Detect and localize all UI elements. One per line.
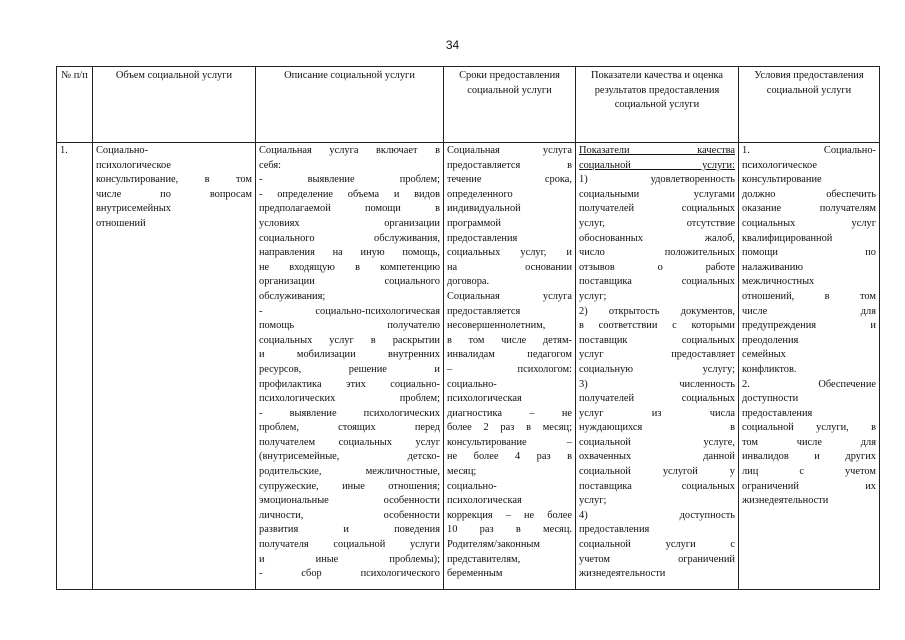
cell-line: получателей социальных — [579, 393, 735, 405]
cell-line: – психологом: — [447, 363, 572, 375]
cell-line: обоснованных жалоб, — [579, 232, 735, 244]
cell-line: получателя социальной услуги — [259, 539, 440, 551]
cell-line: консультирование — [742, 174, 822, 186]
cell-line: - выявление проблем; — [259, 174, 440, 186]
cell-line: квалифицированной — [742, 232, 833, 244]
cell-line: представителям, — [447, 553, 521, 565]
cell-line: - социально-психологическая — [259, 305, 440, 317]
table-row — [57, 143, 880, 590]
cell-line: консультирование, в том — [96, 174, 252, 186]
cell-line: определенного — [447, 188, 513, 200]
cell-line: коррекция – не более — [447, 509, 572, 521]
cell-line: беременным — [447, 568, 503, 580]
cell-line: услуг из числа — [579, 407, 735, 419]
cell-line: родительские, межличностные, — [259, 466, 440, 478]
cell-line: социального обслуживания, — [259, 232, 440, 244]
cell-line: - определение объема и видов — [259, 188, 440, 200]
cell-line: отношений, в том — [742, 290, 876, 302]
header-description: Описание социальной услуги — [256, 67, 444, 143]
cell-line: в соответствии с которыми — [579, 320, 735, 332]
cell-line: супружеские, иные отношения; — [259, 480, 440, 492]
cell-line: ограничений их — [742, 480, 876, 492]
cell-line: социально- — [447, 480, 497, 492]
cell-line: психологических проблем; — [259, 393, 440, 405]
cell-line: на основании — [447, 261, 572, 273]
cell-line: внутрисемейных — [96, 203, 171, 215]
cell-line: психологическое — [742, 159, 817, 171]
cell-line: социальной услуги с — [579, 539, 735, 551]
cell-line: отношений — [96, 217, 146, 229]
cell-line: не более 4 раз в — [447, 451, 572, 463]
cell-line: должно обеспечить — [742, 188, 876, 200]
cell-line: и иные проблемы); — [259, 553, 440, 565]
cell-line: доступности — [742, 393, 799, 405]
cell-line: инвалидам педагогом — [447, 349, 572, 361]
cell-line: индивидуальной — [447, 203, 521, 215]
cell-line: инвалидов и других — [742, 451, 876, 463]
cell-line: услуг; — [579, 495, 607, 507]
cell-line: числе для — [742, 305, 876, 317]
cell-line: 2) открытость документов, — [579, 305, 735, 317]
cell-line: договора. — [447, 276, 490, 288]
cell-num: 1. — [57, 143, 93, 590]
cell-line: не входящую в компетенцию — [259, 261, 440, 273]
header-terms: Сроки предоставления социальной услуги — [444, 67, 576, 143]
cell-line: межличностных — [742, 276, 815, 288]
cell-line: получателей социальных — [579, 203, 735, 215]
cell-line: преодоления — [742, 334, 799, 346]
cell-line: охваченных данной — [579, 451, 735, 463]
cell-line: помощи по — [742, 247, 876, 259]
cell-line: оказание получателям — [742, 203, 876, 215]
cell-line: Социальная услуга — [447, 145, 572, 156]
cell-line: условиях организации — [259, 217, 440, 229]
cell-line: помощь получателю — [259, 320, 440, 332]
cell-line: предоставления — [742, 407, 813, 419]
cell-line: социальными услугами — [579, 188, 735, 200]
cell-line: услуг предоставляет — [579, 349, 735, 361]
cell-line: социальную услугу; — [579, 363, 735, 375]
cell-line: 1) удовлетворенность — [579, 174, 735, 186]
cell-line: - сбор психологического — [259, 568, 440, 580]
cell-line: социальных услуг в раскрытии — [259, 334, 440, 346]
cell-line: отзывов о работе — [579, 261, 735, 273]
cell-line: предоставления — [579, 524, 650, 536]
cell-line: предоставления — [447, 232, 518, 244]
cell-line: числе по вопросам — [96, 188, 252, 200]
cell-line: развития и поведения — [259, 524, 440, 536]
cell-line: предупреждения и — [742, 320, 876, 332]
cell-line: диагностика – не — [447, 407, 572, 419]
cell-line: Социальная услуга — [447, 290, 572, 302]
header-conditions: Условия предоставления социальной услуги — [739, 67, 880, 143]
cell-description — [256, 143, 444, 590]
cell-line: Социально- — [96, 145, 149, 156]
cell-line: ресурсов, решение и — [259, 363, 440, 375]
cell-line: предоставляется в — [447, 159, 572, 171]
cell-line: 2. Обеспечение — [742, 378, 876, 390]
cell-line: в том числе детям- — [447, 334, 572, 346]
cell-line: получателем социальных услуг — [259, 436, 440, 448]
cell-conditions — [739, 143, 880, 590]
cell-line: социально- — [447, 378, 497, 390]
cell-line: 10 раз в месяц. — [447, 524, 572, 536]
header-quality: Показатели качества и оценка результатов предоставления социальной услуги — [576, 67, 739, 143]
cell-line: социальной услугой у — [579, 466, 735, 478]
cell-line: поставщика социальных — [579, 480, 735, 492]
cell-line: жизнедеятельности — [579, 568, 666, 580]
cell-line: налаживанию — [742, 261, 804, 273]
cell-line: психологическое — [96, 159, 171, 171]
cell-line: услуг; — [579, 290, 607, 302]
cell-line: социальной услуги: — [579, 159, 735, 171]
cell-line: предполагаемой помощи в — [259, 203, 440, 215]
cell-line: поставщик социальных — [579, 334, 735, 346]
cell-line: и мобилизации внутренних — [259, 349, 440, 361]
cell-line: консультирование – — [447, 436, 572, 448]
cell-line: поставщика социальных — [579, 276, 735, 288]
cell-line: себя: — [259, 159, 282, 171]
cell-line: предоставляется — [447, 305, 521, 317]
cell-line: психологическая — [447, 393, 522, 405]
cell-line: личности, особенности — [259, 509, 440, 521]
header-volume: Объем социальной услуги — [93, 67, 256, 143]
cell-line: направления на иную помощь, — [259, 247, 440, 259]
cell-line: обслуживания; — [259, 290, 326, 302]
cell-line: социальных услуг — [742, 217, 876, 229]
header-num: № п/п — [57, 67, 93, 143]
cell-line: жизнедеятельности — [742, 495, 829, 507]
cell-line: социальной услуге, — [579, 436, 735, 448]
cell-line: профилактика этих социально- — [259, 378, 440, 390]
cell-line: услуг, отсутствие — [579, 217, 735, 229]
cell-line: 1. Социально- — [742, 145, 876, 156]
table-header-row — [57, 67, 880, 143]
cell-line: 4) доступность — [579, 509, 735, 521]
cell-line: том числе для — [742, 436, 876, 448]
services-table — [56, 66, 880, 590]
cell-line: 3) численность — [579, 378, 735, 390]
cell-line: - выявление психологических — [259, 407, 440, 419]
cell-volume — [93, 143, 256, 590]
cell-line: более 2 раз в месяц; — [447, 422, 572, 434]
cell-line: проблем, стоящих перед — [259, 422, 440, 434]
cell-line: Родителям/законным — [447, 539, 540, 551]
cell-line: социальных услуг, и — [447, 247, 572, 259]
cell-line: семейных — [742, 349, 786, 361]
cell-quality — [576, 143, 739, 590]
cell-line: эмоциональные особенности — [259, 495, 440, 507]
cell-line: организации социального — [259, 276, 440, 288]
cell-line: лиц с учетом — [742, 466, 876, 478]
cell-line: течение срока, — [447, 174, 572, 186]
cell-line: Социальная услуга включает в — [259, 145, 440, 156]
cell-line: психологическая — [447, 495, 522, 507]
cell-line: число положительных — [579, 247, 735, 259]
cell-line: конфликтов. — [742, 363, 797, 375]
cell-terms — [444, 143, 576, 590]
cell-line: учетом ограничений — [579, 553, 735, 565]
cell-line: Показатели качества — [579, 145, 735, 156]
cell-line: несовершеннолетним, — [447, 320, 546, 332]
cell-line: месяц; — [447, 466, 477, 478]
cell-line: программой — [447, 217, 501, 229]
cell-line: (внутрисемейные, детско- — [259, 451, 440, 463]
cell-line: социальной услуги, в — [742, 422, 876, 434]
page-number: 34 — [445, 38, 460, 52]
cell-line: нуждающихся в — [579, 422, 735, 434]
